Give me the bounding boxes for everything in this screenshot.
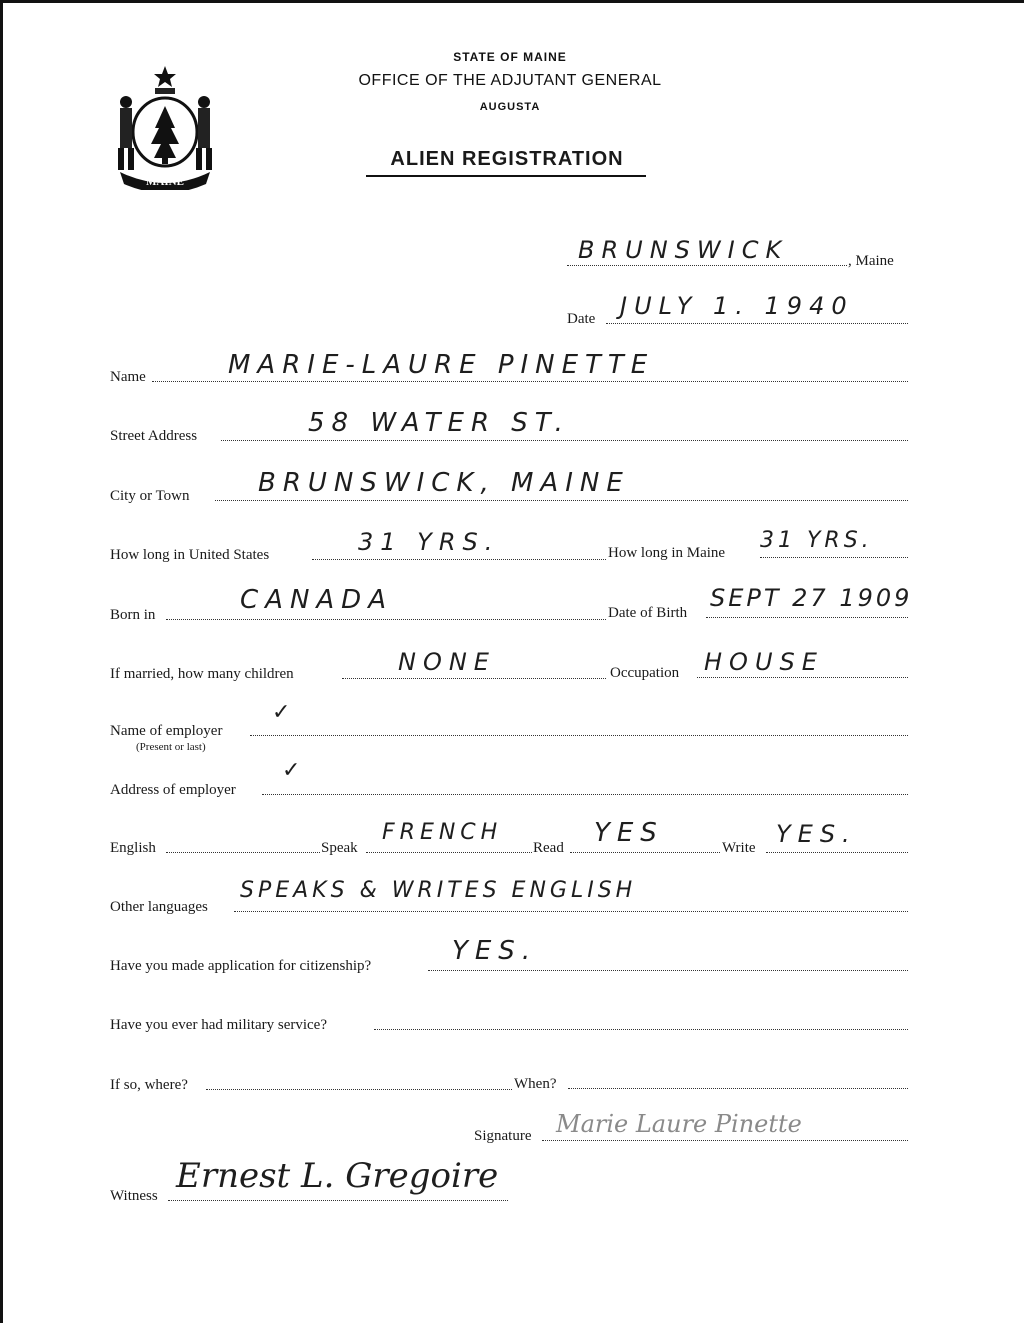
city-value: BRUNSWICK, MAINE xyxy=(258,468,630,498)
where-label: If so, where? xyxy=(110,1077,188,1093)
city-dots xyxy=(215,500,908,501)
street-dots xyxy=(221,440,908,441)
scan-border-left xyxy=(0,0,3,1323)
us-years-value: 31 YRS. xyxy=(358,528,500,556)
other-languages-value: SPEAKS & WRITES ENGLISH xyxy=(240,878,637,903)
employer-name-dots xyxy=(250,735,908,736)
city-label: City or Town xyxy=(110,488,190,504)
employer-name-sublabel: (Present or last) xyxy=(136,741,206,753)
when-label: When? xyxy=(514,1076,557,1092)
born-dots xyxy=(166,619,606,620)
english-dots xyxy=(166,852,320,853)
citizenship-label: Have you made application for citizenship? xyxy=(110,958,372,974)
employer-address-label: Address of employer xyxy=(110,782,236,798)
witness-label: Witness xyxy=(110,1188,158,1204)
children-label: If married, how many children xyxy=(110,666,294,682)
witness-signature: Ernest L. Gregoire xyxy=(176,1156,499,1196)
citizenship-value: YES. xyxy=(452,936,538,966)
write-label: Write xyxy=(722,840,756,856)
date-value: JULY 1. 1940 xyxy=(620,292,854,320)
when-dots xyxy=(568,1088,908,1089)
place-dots xyxy=(567,265,847,266)
children-value: NONE xyxy=(398,648,496,676)
employer-name-label: Name of employer xyxy=(110,723,223,739)
children-dots xyxy=(342,678,606,679)
citizenship-dots xyxy=(428,970,908,971)
city-heading: AUGUSTA xyxy=(479,101,541,113)
dob-dots xyxy=(706,617,908,618)
me-years-dots xyxy=(760,557,908,558)
signature-value: Marie Laure Pinette xyxy=(556,1110,802,1138)
dob-value: SEPT 27 1909 xyxy=(710,584,913,612)
signature-label: Signature xyxy=(474,1128,532,1144)
date-label: Date xyxy=(567,311,596,327)
street-label: Street Address xyxy=(110,428,198,444)
other-languages-label: Other languages xyxy=(110,899,208,915)
employer-name-checkmark: ✓ xyxy=(272,700,298,725)
office-heading: OFFICE OF THE ADJUTANT GENERAL xyxy=(358,72,662,89)
military-label: Have you ever had military service? xyxy=(110,1017,327,1033)
signature-dots xyxy=(542,1140,908,1141)
employer-address-dots xyxy=(262,794,908,795)
date-dots xyxy=(606,323,908,324)
where-dots xyxy=(206,1089,512,1090)
english-label: English xyxy=(110,840,156,856)
read-label: Read xyxy=(533,840,564,856)
read-dots xyxy=(570,852,720,853)
occupation-label: Occupation xyxy=(610,665,680,681)
state-seal-icon xyxy=(106,62,224,190)
name-label: Name xyxy=(110,369,146,385)
employer-address-checkmark: ✓ xyxy=(282,758,308,783)
born-value: CANADA xyxy=(240,585,393,615)
place-value: BRUNSWICK xyxy=(578,236,789,264)
occupation-dots xyxy=(697,677,908,678)
us-years-label: How long in United States xyxy=(110,547,270,563)
me-years-value: 31 YRS. xyxy=(760,528,873,553)
military-dots xyxy=(374,1029,908,1030)
occupation-value: HOUSE xyxy=(704,648,824,676)
seal-banner-text: MAINE xyxy=(146,176,184,188)
me-years-label: How long in Maine xyxy=(608,545,726,561)
state-heading: STATE OF MAINE xyxy=(453,50,567,64)
scan-border-top xyxy=(0,0,1024,3)
born-label: Born in xyxy=(110,607,156,623)
place-suffix-label: , Maine xyxy=(848,253,894,269)
name-value: MARIE-LAURE PINETTE xyxy=(228,350,655,380)
title-underline xyxy=(366,175,646,177)
us-years-dots xyxy=(312,559,606,560)
speak-value: FRENCH xyxy=(382,820,503,845)
speak-dots xyxy=(366,852,532,853)
speak-label: Speak xyxy=(321,840,358,856)
other-languages-dots xyxy=(234,911,908,912)
witness-dots xyxy=(168,1200,508,1201)
name-dots xyxy=(152,381,908,382)
write-value: YES. xyxy=(776,820,857,848)
read-value: YES xyxy=(594,818,664,848)
form-title: ALIEN REGISTRATION xyxy=(390,148,624,170)
write-dots xyxy=(766,852,908,853)
street-value: 58 WATER ST. xyxy=(308,408,570,438)
dob-label: Date of Birth xyxy=(608,605,688,621)
